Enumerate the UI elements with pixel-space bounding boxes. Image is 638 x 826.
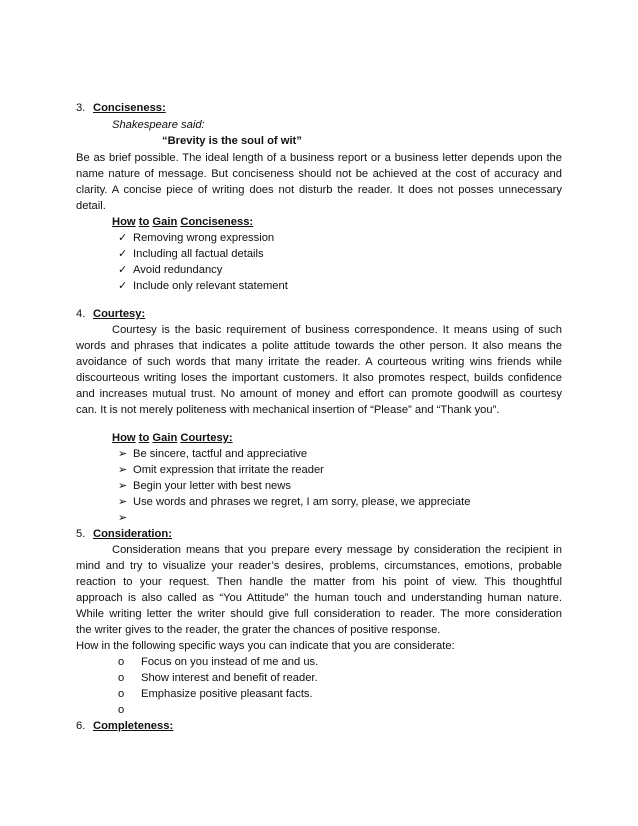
- checkmark-icon: ✓: [118, 248, 128, 260]
- paragraph-line: How in the following specific ways you can indicate that you are considerate:: [76, 640, 455, 652]
- paragraph-line: the writer gives to the reader, the grater the chances of positive response.: [76, 624, 441, 636]
- paragraph-line: detail.: [76, 200, 106, 212]
- arrow-bullet-icon: ➢: [118, 512, 128, 524]
- howto-word: Courtesy:: [180, 432, 233, 444]
- quote: “Brevity is the soul of wit”: [162, 135, 302, 147]
- howto-heading: [112, 430, 233, 446]
- howto-word: Gain: [152, 216, 178, 228]
- howto-heading: [112, 214, 253, 230]
- howto-word: Gain: [152, 432, 178, 444]
- circle-bullet-icon: o: [118, 704, 125, 716]
- circle-bullet-icon: o: [118, 656, 125, 668]
- checkmark-icon: ✓: [118, 232, 128, 244]
- paragraph-line: Be as brief possible. The ideal length of a business report or a business letter depends upon the: [76, 152, 562, 164]
- section-number: 4.: [76, 308, 86, 320]
- paragraph-line: mind and try to visualize your reader’s desires, problems, circumstances, emotions, probable: [76, 560, 562, 572]
- paragraph-line: name nature of message. But conciseness should not be achieved at the cost of accuracy and: [76, 168, 562, 180]
- section-title: Completeness:: [93, 720, 174, 732]
- howto-word: to: [138, 432, 150, 444]
- paragraph-line: approach is also called as “You Attitude” the human touch and understanding human nature.: [76, 592, 562, 604]
- paragraph-line: words and phrases that indicates a polite attitude towards the other person. It also means the: [76, 340, 562, 352]
- paragraph-line: can. It is not merely politeness with mechanical insertion of “Please” and “Thank you”.: [76, 404, 500, 416]
- document-page: 3. Conciseness: Shakespeare said: “Brevity is the soul of wit” Be as brief possible. The ideal length of a business report or a business letter depends upon the name nature of message. But conciseness should not be achieved at the cost of accuracy and clarity. A concise piece of writing does not disturb the reader. It does not posses unnecessary detail. How to Gain Conciseness: ✓ Removing wrong expression ✓ Including all factual details ✓ Avoid redundancy ✓ Include only relevant statement 4. Courtesy: Courtesy is the basic requirement of business correspondence. It means using of such words and phrases that indicates a polite attitude towards the other person. It also means the avoidance of such words that many irritate the reader. A courteous writing wins friends while discourteous writing loses the important customers. It also promotes respect, builds confidence and increases mutual trust. No amount of money and effort can promote goodwill as courtesy can. It is not merely politeness with mechanical insertion of “Please” and “Thank you”. How to Gain Courtesy: ➢ Be sincere, tactful and appreciative ➢ Omit expression that irritate the reader ➢ Begin your letter with best news ➢ Use words and phrases we regret, I am sorry, please, we appreciate ➢ 5. Consideration: Consideration means that you prepare every message by consideration the recipient in mind and try to visualize your reader’s desires, problems, circumstances, emotions, probable reaction to your request. Then handle the matter from his point of view. This thoughtful approach is also called as “You Attitude” the human touch and understanding human nature. While writing letter the writer should give full consideration to reader. The more consideration the writer gives to the reader, the grater the chances of positive response. How in the following specific ways you can indicate that you are considerate: o Focus on you instead of me and us. o Show interest and benefit of reader. o Emphasize positive pleasant facts. o 6. Completeness:: [76, 102, 562, 732]
- howto-word: Conciseness:: [180, 216, 254, 228]
- paragraph-line: avoidance of such words that many irritate the reader. A courteous writing wins friends while: [76, 356, 562, 368]
- paragraph-line: Courtesy is the basic requirement of business correspondence. It means using of such: [112, 324, 562, 336]
- paragraph-line: reaction to your request. Then handle the matter from his point of view. This thoughtful: [76, 576, 562, 588]
- howto-word: to: [138, 216, 150, 228]
- section-number: 6.: [76, 720, 86, 732]
- paragraph-line: discourteous writing loses the important customers. It also promotes respect, builds confidence: [76, 372, 562, 384]
- arrow-bullet-icon: ➢: [118, 464, 128, 476]
- howto-word: How: [112, 216, 136, 228]
- howto-word: How: [112, 432, 136, 444]
- section-title: Courtesy:: [93, 308, 146, 320]
- section-title: Conciseness:: [93, 102, 166, 114]
- arrow-bullet-icon: ➢: [118, 496, 128, 508]
- arrow-bullet-icon: ➢: [118, 448, 128, 460]
- section-title: Consideration:: [93, 528, 172, 540]
- circle-bullet-icon: o: [118, 688, 125, 700]
- checkmark-icon: ✓: [118, 280, 128, 292]
- arrow-bullet-icon: ➢: [118, 480, 128, 492]
- paragraph-line: Consideration means that you prepare every message by consideration the recipient in: [112, 544, 562, 556]
- quote-attribution: Shakespeare said:: [112, 119, 205, 131]
- paragraph-line: and increases mutual trust. No amount of money and effort can promote goodwill as courtesy: [76, 388, 562, 400]
- section-number: 5.: [76, 528, 86, 540]
- section-number: 3.: [76, 102, 86, 114]
- paragraph-line: clarity. A concise piece of writing does not disturb the reader. It does not posses unnecessary: [76, 184, 562, 196]
- paragraph-line: While writing letter the writer should give full consideration to reader. The more consideration: [76, 608, 562, 620]
- checkmark-icon: ✓: [118, 264, 128, 276]
- circle-bullet-icon: o: [118, 672, 125, 684]
